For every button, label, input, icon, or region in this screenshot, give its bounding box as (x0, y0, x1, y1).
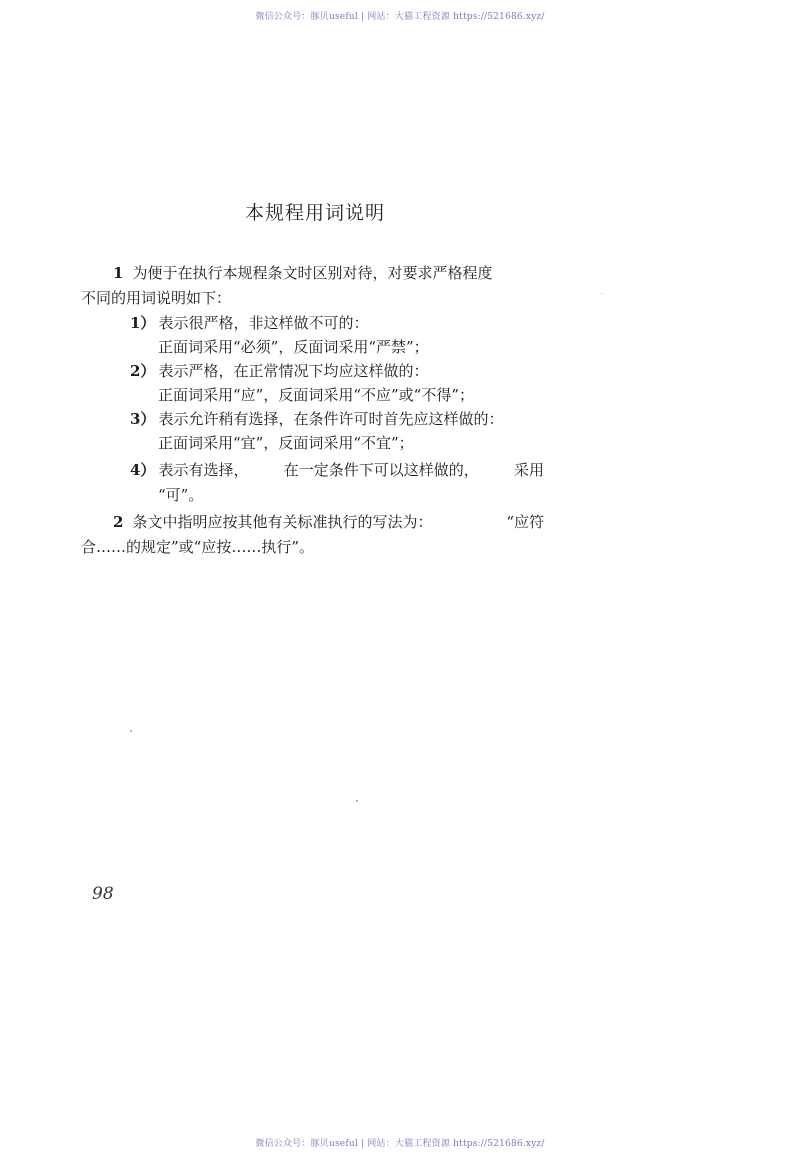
page-title: 本规程用词说明 (244, 202, 385, 224)
sub-item-3-detail: 正面词采用“宜”，反面词采用“不宜”； (158, 434, 414, 452)
sub-item-2-detail: 正面词采用“应”，反面词采用“不应”或“不得”； (158, 386, 475, 404)
sub-item-3-number: 3） (130, 410, 156, 428)
sub-item-4-lead (130, 460, 248, 480)
item-2-number: 2 (113, 513, 124, 531)
item-2-line-1 (113, 512, 544, 532)
item-1-text: 为便于在执行本规程条文时区别对待，对要求严格程度 (132, 264, 493, 282)
sub-item-4-text-part-3: 采用 (513, 461, 544, 479)
sub-item-3 (130, 409, 503, 429)
item-2-text-part-2: “应符 (506, 513, 544, 531)
item-2-line-2: 合……的规定”或“应按……执行”。 (81, 538, 315, 556)
item-1-line-2: 不同的用词说明如下： (81, 289, 232, 307)
sub-item-2-number: 2） (130, 362, 156, 380)
sub-item-4-text-part-1: 表示有选择， (158, 461, 249, 479)
page-number: 98 (92, 884, 114, 904)
watermark-bottom: 微信公众号：豚贝useful | 网站：大猫工程资源 https://521686.xyz/ (255, 1139, 545, 1149)
sub-item-4-detail: “可”。 (158, 486, 204, 504)
item-2-lead (113, 512, 432, 532)
sub-item-2 (130, 361, 428, 381)
sub-item-3-text: 表示允许稍有选择，在条件许可时首先应这样做的： (158, 410, 504, 428)
sub-item-1-number: 1） (130, 314, 156, 332)
sub-item-1-text: 表示很严格，非这样做不可的： (158, 314, 369, 332)
sub-item-1 (130, 313, 368, 333)
sub-item-4-number: 4） (130, 461, 156, 479)
scan-speck (356, 800, 358, 802)
sub-item-4-text-part-2: 在一定条件下可以这样做的， (283, 461, 479, 479)
item-1-number: 1 (113, 264, 124, 282)
watermark-top: 微信公众号：豚贝useful | 网站：大猫工程资源 https://521686.xyz/ (255, 12, 545, 22)
item-2-text-part-1: 条文中指明应按其他有关标准执行的写法为： (132, 513, 433, 531)
item-1-line-1 (113, 263, 492, 283)
sub-item-4 (130, 460, 544, 480)
sub-item-2-text: 表示严格，在正常情况下均应这样做的： (158, 362, 429, 380)
scan-speck (130, 730, 132, 732)
sub-item-1-detail: 正面词采用“必须”，反面词采用“严禁”； (158, 338, 429, 356)
scan-speck (601, 293, 602, 294)
